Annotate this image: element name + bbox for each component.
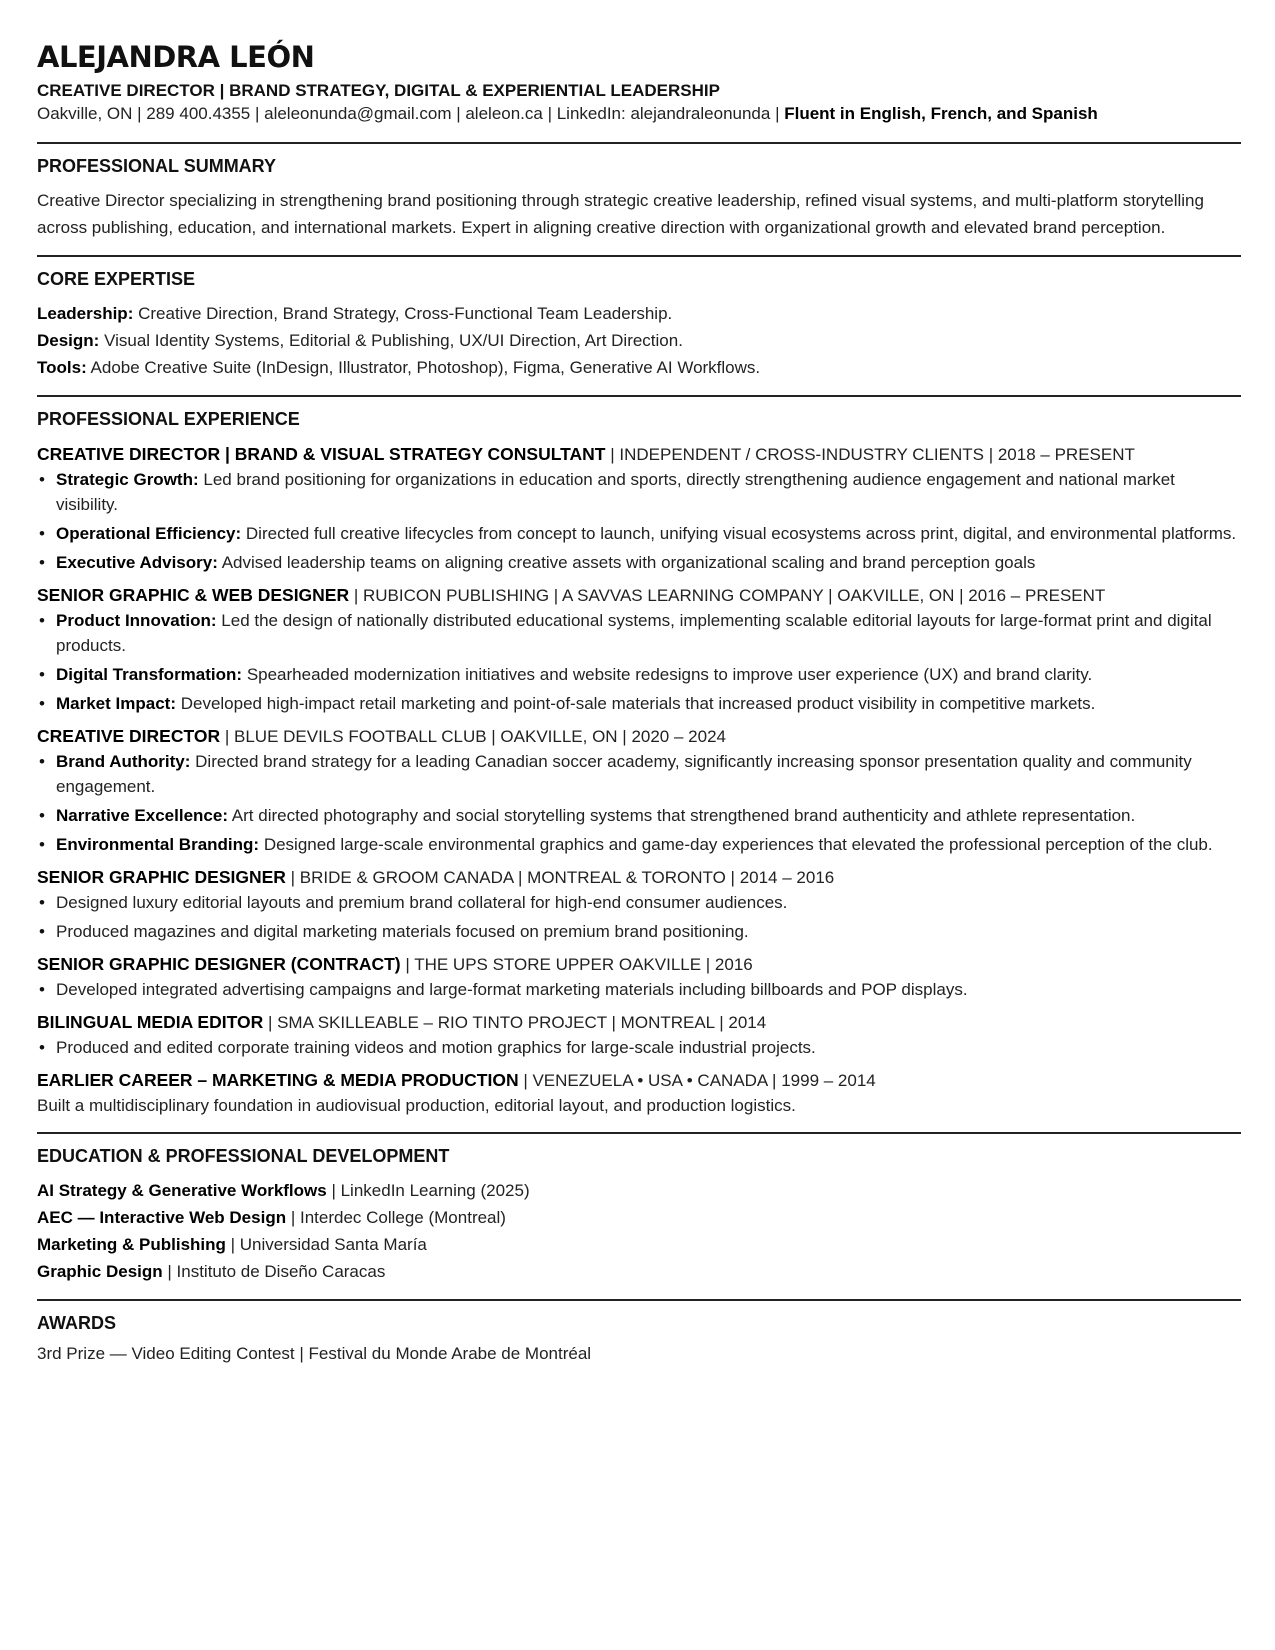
- expertise-text: Adobe Creative Suite (InDesign, Illustrator, Photoshop), Figma, Generative AI Workflows.: [90, 358, 761, 377]
- job-role: SENIOR GRAPHIC & WEB DESIGNER: [37, 585, 350, 605]
- job-summary: Built a multidisciplinary foundation in audiovisual production, editorial layout, and production logistics.: [37, 1096, 796, 1115]
- languages: Fluent in English, French, and Spanish: [784, 104, 1098, 123]
- bullet-label: Executive Advisory:: [56, 553, 218, 572]
- education-item: [37, 1204, 1241, 1231]
- job-bullets: [37, 1035, 1241, 1060]
- education-label: AI Strategy & Generative Workflows: [37, 1181, 327, 1200]
- job-entry: [37, 724, 1241, 857]
- education-heading: EDUCATION & PROFESSIONAL DEVELOPMENT: [37, 1146, 450, 1166]
- awards-heading: AWARDS: [37, 1313, 117, 1333]
- bullet-text: Developed high-impact retail marketing and point-of-sale materials that increased product visibility in competitive markets.: [180, 694, 1096, 713]
- bullet-text: Produced magazines and digital marketing materials focused on premium brand positioning.: [56, 922, 749, 941]
- job-role: SENIOR GRAPHIC DESIGNER: [37, 867, 286, 887]
- summary-section: [37, 144, 1241, 241]
- bullet-label: Operational Efficiency:: [56, 524, 242, 543]
- job-entry: [37, 583, 1241, 716]
- education-text: | Interdec College (Montreal): [290, 1208, 506, 1227]
- education-item: [37, 1177, 1241, 1204]
- job-role: CREATIVE DIRECTOR: [37, 726, 221, 746]
- job-header: [37, 865, 1241, 890]
- job-header: [37, 724, 1241, 749]
- award-text: 3rd Prize — Video Editing Contest | Festival du Monde Arabe de Montréal: [37, 1344, 592, 1363]
- contact-line: [37, 102, 1241, 126]
- job-entry: [37, 952, 1241, 1002]
- job-entry: [37, 1068, 1241, 1118]
- summary-heading: PROFESSIONAL SUMMARY: [37, 156, 277, 176]
- job-bullet: [37, 467, 1241, 517]
- job-bullet: [37, 662, 1241, 687]
- bullet-text: Led the design of nationally distributed educational systems, implementing scalable editorial layouts for large-format print and digital products.: [56, 611, 1212, 655]
- job-bullet: [37, 832, 1241, 857]
- bullet-label: Environmental Branding:: [56, 835, 260, 854]
- expertise-text: Visual Identity Systems, Editorial & Publishing, UX/UI Direction, Art Direction.: [104, 331, 683, 350]
- resume-page: [37, 38, 1241, 1367]
- bullet-text: Led brand positioning for organizations in education and sports, directly strengthening audience engagement and national market visibility.: [56, 470, 1175, 514]
- expertise-label: Tools:: [37, 358, 87, 377]
- education-list: [37, 1177, 1241, 1285]
- expertise-section: [37, 257, 1241, 381]
- job-bullet: [37, 608, 1241, 658]
- bullet-text: Art directed photography and social storytelling systems that strengthened brand authenticity and athlete representation.: [231, 806, 1136, 825]
- education-label: AEC — Interactive Web Design: [37, 1208, 287, 1227]
- education-label: Marketing & Publishing: [37, 1235, 226, 1254]
- job-bullet: [37, 1035, 1241, 1060]
- bullet-text: Designed large-scale environmental graphics and game-day experiences that elevated the professional perception of the club.: [263, 835, 1213, 854]
- job-entry: [37, 865, 1241, 944]
- bullet-label: Narrative Excellence:: [56, 806, 228, 825]
- job-details: | BLUE DEVILS FOOTBALL CLUB | OAKVILLE, ON | 2020 – 2024: [224, 727, 726, 746]
- expertise-heading: CORE EXPERTISE: [37, 269, 196, 289]
- job-bullet: [37, 890, 1241, 915]
- job-bullets: [37, 467, 1241, 575]
- expertise-item: [37, 354, 1241, 381]
- candidate-name: ALEJANDRA LEÓN: [37, 40, 315, 74]
- job-details: | INDEPENDENT / CROSS-INDUSTRY CLIENTS | 2018 – PRESENT: [610, 445, 1135, 464]
- summary-text: Creative Director specializing in strengthening brand positioning through strategic creative leadership, refined visual systems, and multi-platform storytelling across publishing, education, and international markets. Expert in aligning creative direction with organizational growth and elevated brand perception.: [37, 191, 1204, 237]
- education-section: [37, 1134, 1241, 1285]
- bullet-text: Spearheaded modernization initiatives and website redesigns to improve user experience (UX) and brand clarity.: [246, 665, 1093, 684]
- job-header: [37, 952, 1241, 977]
- expertise-item: [37, 300, 1241, 327]
- education-text: | Universidad Santa María: [230, 1235, 427, 1254]
- education-item: [37, 1231, 1241, 1258]
- job-entry: [37, 442, 1241, 575]
- expertise-text: Creative Direction, Brand Strategy, Cross-Functional Team Leadership.: [138, 304, 673, 323]
- bullet-text: Developed integrated advertising campaigns and large-format marketing materials including billboards and POP displays.: [56, 980, 968, 999]
- job-details: | RUBICON PUBLISHING | A SAVVAS LEARNING COMPANY | OAKVILLE, ON | 2016 – PRESENT: [353, 586, 1106, 605]
- education-item: [37, 1258, 1241, 1285]
- job-entry: [37, 1010, 1241, 1060]
- awards-section: [37, 1301, 1241, 1367]
- job-bullets: [37, 977, 1241, 1002]
- job-role: SENIOR GRAPHIC DESIGNER (CONTRACT): [37, 954, 401, 974]
- education-text: | LinkedIn Learning (2025): [331, 1181, 530, 1200]
- job-bullets: [37, 608, 1241, 716]
- education-text: | Instituto de Diseño Caracas: [167, 1262, 386, 1281]
- header: [37, 38, 1241, 126]
- bullet-label: Digital Transformation:: [56, 665, 243, 684]
- bullet-text: Directed full creative lifecycles from concept to launch, unifying visual ecosystems across print, digital, and environmental platforms.: [245, 524, 1237, 543]
- bullet-label: Brand Authority:: [56, 752, 191, 771]
- job-role: BILINGUAL MEDIA EDITOR: [37, 1012, 264, 1032]
- job-details: | THE UPS STORE UPPER OAKVILLE | 2016: [405, 955, 753, 974]
- job-bullet: [37, 803, 1241, 828]
- bullet-text: Advised leadership teams on aligning creative assets with organizational scaling and brand perception goals: [221, 553, 1036, 572]
- bullet-label: Strategic Growth:: [56, 470, 199, 489]
- education-label: Graphic Design: [37, 1262, 163, 1281]
- job-bullet: [37, 691, 1241, 716]
- job-header: [37, 442, 1241, 467]
- job-header: [37, 583, 1241, 608]
- job-bullet: [37, 977, 1241, 1002]
- expertise-label: Design:: [37, 331, 100, 350]
- job-role: CREATIVE DIRECTOR | BRAND & VISUAL STRATEGY CONSULTANT: [37, 444, 606, 464]
- job-header: [37, 1068, 1241, 1093]
- expertise-item: [37, 327, 1241, 354]
- job-bullet: [37, 521, 1241, 546]
- job-details: | BRIDE & GROOM CANADA | MONTREAL & TORONTO | 2014 – 2016: [290, 868, 835, 887]
- job-bullet: [37, 550, 1241, 575]
- bullet-text: Produced and edited corporate training videos and motion graphics for large-scale industrial projects.: [56, 1038, 816, 1057]
- bullet-label: Product Innovation:: [56, 611, 217, 630]
- experience-section: [37, 397, 1241, 1118]
- expertise-label: Leadership:: [37, 304, 134, 323]
- job-bullets: [37, 890, 1241, 944]
- expertise-list: [37, 300, 1241, 381]
- bullet-text: Designed luxury editorial layouts and premium brand collateral for high-end consumer audiences.: [56, 893, 788, 912]
- experience-heading: PROFESSIONAL EXPERIENCE: [37, 409, 300, 429]
- contact-details: Oakville, ON | 289 400.4355 | aleleonunda@gmail.com | aleleon.ca | LinkedIn: alejandraleonunda |: [37, 104, 780, 123]
- headline-title: CREATIVE DIRECTOR | BRAND STRATEGY, DIGITAL & EXPERIENTIAL LEADERSHIP: [37, 81, 720, 100]
- job-details: | SMA SKILLEABLE – RIO TINTO PROJECT | MONTREAL | 2014: [267, 1013, 767, 1032]
- job-bullet: [37, 749, 1241, 799]
- job-bullet: [37, 919, 1241, 944]
- job-bullets: [37, 749, 1241, 857]
- bullet-text: Directed brand strategy for a leading Canadian soccer academy, significantly increasing sponsor presentation quality and community engagement.: [56, 752, 1192, 796]
- bullet-label: Market Impact:: [56, 694, 176, 713]
- job-header: [37, 1010, 1241, 1035]
- job-role: EARLIER CAREER – MARKETING & MEDIA PRODUCTION: [37, 1070, 519, 1090]
- job-details: | VENEZUELA • USA • CANADA | 1999 – 2014: [523, 1071, 876, 1090]
